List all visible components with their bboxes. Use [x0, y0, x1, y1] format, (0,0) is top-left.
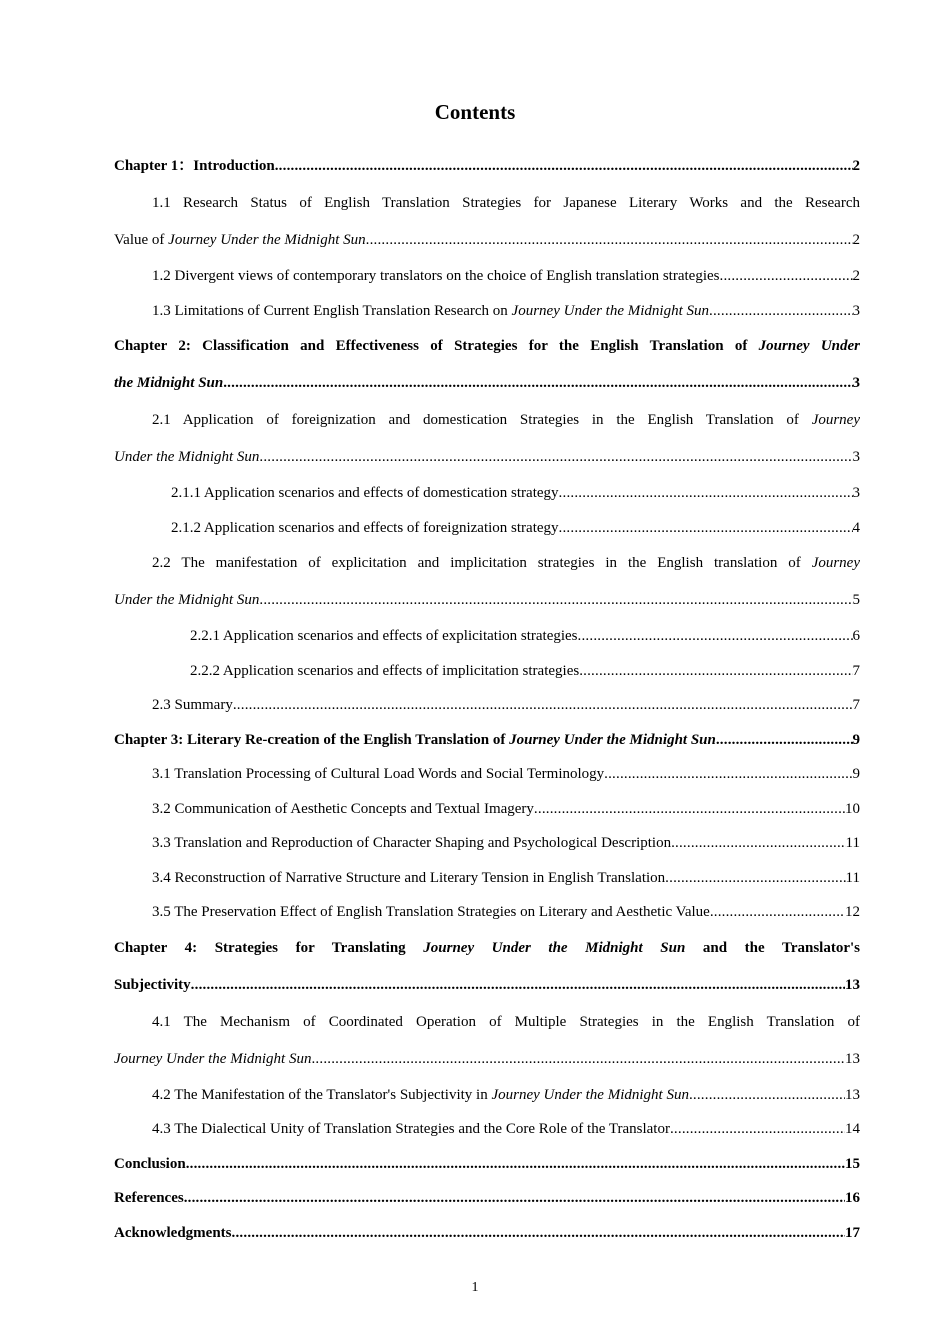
toc-page-number: 3 — [852, 485, 860, 501]
toc-entry-text: Chapter 1：Introduction — [114, 158, 275, 174]
toc-entry-text: Chapter 3: Literary Re-creation of the English Translation of — [114, 731, 510, 748]
toc-entry-text: 1.1 Research Status of English Translation Strategies for Japanese Literary Works and the Research — [152, 195, 860, 211]
toc-entry-title — [114, 1041, 311, 1078]
toc-page-number: 14 — [845, 1121, 860, 1137]
toc-entry[interactable] — [114, 1078, 860, 1113]
page-title: Contents — [434, 100, 516, 124]
toc-page-number: 15 — [845, 1155, 860, 1172]
toc-entry-text: Acknowledgments — [114, 1224, 232, 1241]
toc-entry-title — [152, 1078, 689, 1113]
toc-entry-text: 3.3 Translation and Reproduction of Character Shaping and Psychological Description — [152, 835, 672, 851]
toc-leader-dots — [720, 259, 853, 294]
toc-page-number: 16 — [845, 1190, 860, 1206]
toc-entry-italic-title: Journey Under the Midnight Sun — [168, 232, 366, 248]
toc-entry-title — [152, 259, 720, 294]
toc-page-number: 13 — [845, 1086, 860, 1103]
toc-entry-italic-title: Journey Under the Midnight Sun — [423, 939, 686, 956]
toc-entry-title — [114, 723, 716, 758]
toc-entry-title — [114, 365, 223, 402]
toc-entry-italic-title: Journey — [811, 412, 860, 428]
toc-entry[interactable] — [114, 1147, 860, 1182]
toc-entry-text: Subjectivity — [114, 976, 191, 993]
toc-page-number: 9 — [852, 766, 860, 782]
toc-entry-title — [152, 1112, 670, 1147]
toc-entry[interactable] — [114, 757, 860, 792]
toc-entry[interactable] — [114, 930, 860, 1004]
toc-entry[interactable] — [114, 1004, 860, 1078]
toc-leader-dots — [186, 1147, 845, 1182]
toc-leader-dots — [184, 1181, 845, 1216]
toc-entry-italic-title: Under the Midnight Sun — [114, 449, 260, 465]
toc-leader-dots — [232, 1216, 845, 1251]
toc-entry[interactable] — [114, 476, 860, 511]
toc-entry-title — [114, 1181, 184, 1216]
toc-entry[interactable] — [114, 723, 860, 758]
toc-entry-title — [152, 294, 709, 329]
toc-entry-title — [190, 619, 578, 654]
toc-entry-text: Conclusion — [114, 1155, 186, 1172]
toc-entry-first-line — [114, 328, 860, 365]
toc-entry-title — [171, 511, 559, 546]
toc-entry-text: 1.3 Limitations of Current English Translation Research on — [152, 302, 512, 319]
toc-entry[interactable] — [114, 259, 860, 294]
toc-leader-dots — [604, 757, 852, 792]
toc-page-number: 6 — [852, 628, 860, 644]
toc-leader-dots — [259, 439, 852, 476]
toc-entry-text: 4.3 The Dialectical Unity of Translation Strategies and the Core Role of the Translator — [152, 1121, 670, 1137]
toc-entry-title — [114, 1147, 186, 1182]
toc-page-number: 7 — [852, 662, 860, 679]
toc-leader-dots — [366, 222, 853, 259]
toc-entry[interactable] — [114, 895, 860, 930]
toc-entry-italic-title: Journey Under the Midnight Sun — [114, 1050, 312, 1067]
toc-page-number: 11 — [845, 869, 860, 886]
toc-entry-title — [114, 148, 275, 185]
toc-entry[interactable] — [114, 654, 860, 689]
toc-entry-text: Value of — [114, 232, 169, 248]
toc-entry[interactable] — [114, 1112, 860, 1147]
toc-entry-italic-title: Journey — [811, 555, 860, 571]
toc-entry-text: 3.5 The Preservation Effect of English Translation Strategies on Literary and Aesthetic Value — [152, 904, 710, 920]
table-of-contents — [114, 148, 860, 1250]
toc-entry-text: 1.2 Divergent views of contemporary translators on the choice of English translation strategies — [152, 268, 720, 284]
toc-entry[interactable] — [114, 1216, 860, 1251]
toc-leader-dots — [710, 895, 845, 930]
toc-entry-text: 2.1.1 Application scenarios and effects of domestication strategy — [171, 485, 559, 501]
toc-entry[interactable] — [114, 402, 860, 476]
toc-entry-text: 3.4 Reconstruction of Narrative Structure and Literary Tension in English Translation — [152, 869, 666, 886]
toc-entry[interactable] — [114, 185, 860, 259]
toc-entry[interactable] — [114, 619, 860, 654]
toc-leader-dots — [709, 294, 852, 329]
toc-entry[interactable] — [114, 294, 860, 329]
toc-entry-italic-title: Journey Under the Midnight Sun — [491, 1086, 689, 1103]
toc-leader-dots — [689, 1078, 845, 1113]
toc-entry[interactable] — [114, 148, 860, 185]
toc-entry-first-line — [114, 402, 860, 439]
toc-entry-italic-title: Journey Under — [758, 338, 860, 354]
toc-entry-text: 4.1 The Mechanism of Coordinated Operation of Multiple Strategies in the English Translation of — [152, 1013, 860, 1030]
toc-entry-first-line — [114, 1004, 860, 1041]
toc-entry-title — [114, 582, 259, 619]
toc-entry[interactable] — [114, 688, 860, 723]
toc-leader-dots — [578, 619, 853, 654]
toc-entry-text: Chapter 4: Strategies for Translating — [114, 939, 424, 956]
toc-leader-dots — [259, 582, 852, 619]
toc-leader-dots — [534, 792, 845, 827]
toc-entry[interactable] — [114, 545, 860, 619]
toc-entry-title — [114, 439, 259, 476]
toc-entry-text: Chapter 2: Classification and Effectiveness of Strategies for the English Translation of — [114, 338, 759, 354]
toc-page-number: 12 — [845, 904, 860, 920]
toc-page-number: 9 — [852, 731, 860, 748]
toc-page-number: 3 — [852, 449, 860, 465]
toc-page-number: 7 — [852, 697, 860, 713]
toc-leader-dots — [579, 654, 852, 689]
toc-leader-dots — [671, 826, 845, 861]
toc-page-number: 2 — [852, 158, 860, 174]
toc-leader-dots — [233, 688, 853, 723]
toc-leader-dots — [559, 511, 853, 546]
toc-entry-title — [152, 861, 665, 896]
toc-entry-title — [114, 222, 366, 259]
toc-page-number: 3 — [852, 302, 860, 319]
toc-entry-text: 2.3 Summary — [152, 697, 233, 713]
toc-page-number: 4 — [852, 519, 860, 536]
toc-page-number: 13 — [845, 1050, 860, 1067]
toc-entry[interactable] — [114, 826, 860, 861]
toc-entry[interactable] — [114, 511, 860, 546]
toc-entry-first-line — [114, 185, 860, 222]
toc-entry-text: 2.1 Application of foreignization and domestication Strategies in the English Translation of — [152, 412, 812, 428]
toc-entry-italic-title: Journey Under the Midnight Sun — [509, 731, 716, 748]
toc-entry-title — [114, 1216, 232, 1251]
toc-entry-first-line — [114, 930, 860, 967]
toc-entry-title — [171, 476, 559, 511]
toc-leader-dots — [275, 148, 853, 185]
toc-page-number: 17 — [845, 1224, 860, 1241]
toc-entry-text: References — [114, 1190, 184, 1206]
toc-entry-text: 2.2.2 Application scenarios and effects of implicitation strategies — [190, 662, 580, 679]
toc-entry[interactable] — [114, 328, 860, 402]
toc-page-number: 2 — [852, 232, 860, 248]
toc-entry-text: 3.1 Translation Processing of Cultural Load Words and Social Terminology — [152, 766, 605, 782]
toc-entry-title — [152, 826, 671, 861]
toc-entry[interactable] — [114, 792, 860, 827]
toc-entry-title — [114, 967, 191, 1004]
toc-entry-text: 3.2 Communication of Aesthetic Concepts and Textual Imagery — [152, 800, 534, 817]
toc-entry-text: 4.2 The Manifestation of the Translator's Subjectivity in — [152, 1086, 492, 1103]
toc-entry-text: and the Translator's — [685, 939, 860, 956]
toc-leader-dots — [559, 476, 853, 511]
page-number: 1 — [471, 1280, 479, 1295]
toc-leader-dots — [665, 861, 845, 896]
toc-entry-italic-title: Under the Midnight Sun — [114, 592, 260, 608]
toc-leader-dots — [670, 1112, 845, 1147]
toc-page-number: 3 — [852, 375, 860, 391]
toc-entry-title — [152, 757, 604, 792]
toc-entry[interactable] — [114, 1181, 860, 1216]
toc-entry-title — [152, 792, 534, 827]
toc-leader-dots — [191, 967, 845, 1004]
toc-entry-text: 2.2.1 Application scenarios and effects of explicitation strategies — [190, 628, 578, 644]
toc-entry-text: 2.1.2 Application scenarios and effects of foreignization strategy — [171, 519, 559, 536]
toc-entry-title — [152, 688, 233, 723]
toc-entry-italic-title: Journey Under the Midnight Sun — [511, 302, 710, 319]
toc-page-number: 2 — [852, 268, 860, 284]
toc-entry-title — [152, 895, 710, 930]
toc-leader-dots — [223, 365, 852, 402]
toc-page-number: 5 — [852, 592, 860, 608]
toc-page-number: 11 — [845, 835, 860, 851]
toc-entry-title — [190, 654, 579, 689]
toc-leader-dots — [311, 1041, 845, 1078]
toc-entry[interactable] — [114, 861, 860, 896]
toc-entry-italic-title: the Midnight Sun — [114, 375, 224, 391]
toc-entry-first-line — [114, 545, 860, 582]
toc-page-number: 13 — [845, 976, 860, 993]
toc-page-number: 10 — [845, 800, 860, 817]
toc-leader-dots — [716, 723, 853, 758]
toc-entry-text: 2.2 The manifestation of explicitation and implicitation strategies in the English translation of — [152, 555, 812, 571]
